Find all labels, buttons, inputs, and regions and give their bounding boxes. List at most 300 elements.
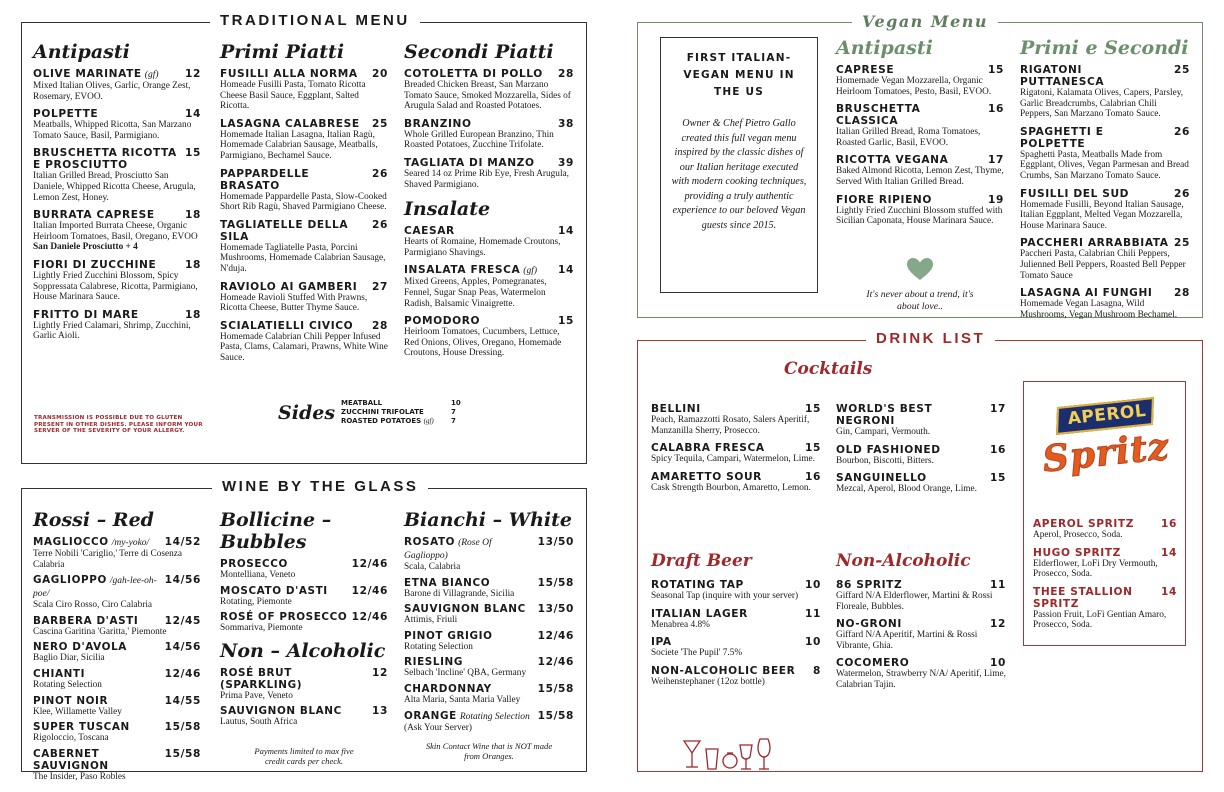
menu-item [1020, 188, 1190, 232]
item-description: Terre Nobili 'Cariglio,' Terre di Cosenza Calabria [33, 549, 183, 570]
item-price: 18 [185, 308, 201, 321]
item-price: 8 [813, 664, 821, 677]
item-name-row [33, 721, 201, 733]
item-name-row [651, 579, 821, 591]
item-name: ROSATO [404, 536, 456, 548]
item-name-row [836, 194, 1004, 206]
item-name: PROSECCO [220, 558, 288, 570]
vegan-title: Vegan Menu [852, 12, 998, 31]
item-price: 10 [805, 579, 821, 591]
item-price: 12 [185, 68, 201, 80]
item-name-row [220, 281, 388, 293]
wine-bianchi-list [404, 536, 574, 733]
item-price: 25 [1174, 237, 1190, 250]
item-name: GAGLIOPPO [33, 574, 107, 587]
item-name-row [651, 665, 821, 677]
item-name-row [404, 68, 574, 80]
spritz-list [1033, 518, 1177, 631]
menu-item [33, 309, 201, 342]
item-price: 14 [558, 225, 574, 238]
item-name: HUGO SPRITZ [1033, 546, 1121, 559]
wine-bianchi-heading: Bianchi – White [404, 509, 572, 531]
aperol-logo-bottom: Spritz [1040, 425, 1171, 481]
menu-item [651, 636, 821, 659]
item-name-row [220, 168, 388, 192]
item-name-row [404, 630, 574, 642]
item-name-row [836, 444, 1006, 456]
item-price: 12 [372, 666, 388, 679]
menu-item [404, 68, 574, 112]
item-description: Montelliana, Veneto [220, 570, 296, 580]
item-name-row [1033, 586, 1177, 610]
item-name-row [220, 118, 388, 130]
item-name: ITALIAN LAGER [651, 607, 748, 620]
vegan-antipasti-heading: Antipasti [836, 37, 933, 59]
menu-item [836, 194, 1004, 227]
item-name-row [1033, 547, 1177, 559]
item-name: CAESAR [404, 225, 455, 238]
traditional-menu-panel [21, 12, 587, 464]
item-price: 14 [1161, 546, 1177, 559]
item-price: 14 [185, 108, 201, 121]
wine-nonalc-heading: Non – Alcoholic [220, 639, 386, 662]
item-name: PAPPARDELLE BRASATO [220, 167, 310, 192]
item-tag: (gf) [523, 266, 538, 277]
item-description: Gin, Campari, Vermouth. [836, 427, 931, 437]
menu-item [33, 695, 201, 718]
item-price: 17 [990, 403, 1006, 415]
item-description: Menabrea 4.8% [651, 619, 710, 630]
item-description: Heirloom Tomatoes, Cucumbers, Lettuce, Red Onions, Olives, Oregano, Homemade Croutons, House Dressing. [404, 327, 562, 359]
item-name-row [651, 471, 821, 483]
heart-icon [906, 257, 934, 281]
non-alcoholic-heading: Non-Alcoholic [836, 551, 971, 571]
menu-item [404, 603, 574, 626]
item-price: 12/46 [164, 667, 201, 680]
menu-item [1020, 126, 1190, 182]
item-name-row [404, 683, 574, 695]
menu-item [404, 710, 574, 734]
menu-item [651, 471, 821, 494]
item-price: 18 [185, 258, 201, 271]
item-name-row [404, 264, 574, 277]
item-price: 11 [990, 579, 1006, 591]
item-name: FIORE RIPIENO [836, 193, 932, 206]
item-description: Rotating Selection [33, 679, 102, 690]
item-price: 15/58 [164, 747, 201, 760]
item-description: Mezcal, Aperol, Blood Orange, Lime. [836, 484, 977, 495]
item-name: RIGATONI PUTTANESCA [1020, 64, 1105, 88]
item-name-row [651, 636, 821, 648]
item-name-row [33, 147, 201, 171]
item-name: BRANZINO [404, 117, 472, 130]
item-name: WORLD'S BEST NEGRONI [836, 403, 933, 427]
item-price: 20 [372, 68, 388, 80]
menu-item [836, 64, 1004, 97]
trad-secondi-list [404, 68, 574, 190]
menu-item [33, 668, 201, 691]
item-name: ROSÉ OF PROSECCO [220, 611, 348, 624]
item-name-row [220, 667, 388, 691]
item-name: PACCHERI ARRABBIATA [1020, 237, 1169, 250]
item-description: Whole Grilled European Branzino, Thin Roasted Potatoes, Zucchine Trifolate. [404, 129, 554, 151]
item-description: Homemade Vegan Lasagna, Wild Mushrooms, Vegan Mushroom Bechamel. [1020, 299, 1178, 320]
item-description: Elderflower, LoFi Dry Vermouth, Prosecco, Soda. [1033, 558, 1158, 580]
payment-note: Payments limited to max five credit cards per check. [254, 745, 354, 766]
item-price: 26 [372, 167, 388, 180]
trad-secondi-column [404, 41, 574, 365]
menu-item [220, 611, 388, 634]
beer-column [651, 551, 821, 693]
item-price: 39 [558, 156, 574, 169]
menu-item [33, 536, 201, 570]
vegan-primi-heading: Primi e Secondi [1020, 37, 1189, 59]
item-name-row [33, 641, 201, 653]
cocktails-heading: Cocktails [784, 359, 873, 379]
aperol-box [1023, 381, 1186, 646]
item-description: Lightly Fried Zucchini Blossom stuffed with Sicilian Caponata, House Marinara Sauce. [836, 205, 1003, 227]
drink-title: DRINK LIST [866, 330, 995, 347]
item-price: 12/46 [351, 558, 388, 570]
menu-item [220, 558, 388, 581]
menu-item [33, 209, 201, 253]
item-extra: San Daniele Prosciutto + 4 [33, 242, 138, 253]
item-price: 14/52 [164, 536, 201, 548]
menu-item [836, 103, 1004, 148]
item-description: Attimis, Friuli [404, 615, 458, 626]
item-name-row [1020, 64, 1190, 88]
item-name-row [33, 259, 201, 271]
item-name: INSALATA FRESCA [404, 264, 521, 277]
item-price: 12/46 [351, 584, 388, 597]
item-name-row [836, 618, 1006, 630]
item-price: 11 [805, 607, 821, 620]
item-description: Homemade Pappardelle Pasta, Slow-Cooked Short Rib Ragù, Shaved Parmigiano Cheese. [220, 191, 387, 213]
cocktails-right-column [836, 403, 1006, 501]
vegan-panel [637, 12, 1203, 320]
item-tag: /my-yoko/ [111, 538, 150, 548]
item-description: Hearts of Romaine, Homemade Croutons, Parmigiano Shavings. [404, 237, 561, 258]
item-description: Mixed Italian Olives, Garlic, Orange Zest, Rosemary, EVOO. [33, 81, 191, 102]
item-description: Italian Grilled Bread, Roma Tomatoes, Roasted Garlic, Basil, EVOO. [836, 127, 981, 148]
item-name: LASAGNA AI FUNGHI [1020, 287, 1153, 300]
item-tag: Rotating Selection [459, 711, 530, 722]
item-description: Homemade Calabrian Chili Pepper Infused Pasta, Clams, Calamari, Prawns, White Wine Sauce. [220, 331, 388, 363]
vegan-antipasti-column [836, 37, 1004, 314]
item-name-row [836, 403, 1006, 427]
trad-primi-column [220, 41, 388, 370]
skin-contact-note: Skin Contact Wine that is NOT made from Oranges. [425, 741, 553, 762]
item-description: Homeade Ravioli Stuffed With Prawns, Ricotta Cheese, Butter Thyme Sauce. [220, 292, 368, 314]
menu-item [220, 68, 388, 112]
item-name-row [836, 103, 1004, 127]
aperol-list-column [1033, 518, 1177, 637]
menu-item [836, 472, 1006, 495]
item-description: Barone di Villagrande, Sicilia [404, 588, 515, 599]
menu-item [33, 108, 201, 141]
menu-item [220, 281, 388, 314]
menu-item [404, 683, 574, 706]
item-description: Cask Strength Bourbon, Amaretto, Lemon. [651, 482, 811, 493]
trad-primi-list [220, 68, 388, 364]
item-description: Lightly Fried Calamari, Shrimp, Zucchini, Garlic Aioli. [33, 320, 191, 342]
item-description: Breaded Chicken Breast, San Marzano Tomato Sauce, Smoked Mozzarella, Sides of Arugula Salad and Roasted Potatoes. [404, 80, 571, 112]
item-description: Rigatoni, Kalamata Olives, Capers, Parsley, Garlic Breadcrumbs, Calabrian Chili Peppers, San Marzano Tomato Sauce. [1020, 88, 1184, 120]
item-description: Klee, Willamette Valley [33, 706, 122, 717]
item-name: SAUVIGNON BLANC [404, 603, 526, 616]
item-name-row [33, 68, 201, 81]
item-name-row [651, 442, 821, 454]
menu-item [404, 630, 574, 653]
item-price: 25 [1174, 64, 1190, 76]
item-name-row [651, 403, 821, 415]
item-name: BELLINI [651, 403, 701, 415]
item-price: 15/58 [537, 709, 574, 722]
item-price: 38 [558, 117, 574, 130]
item-name-row [404, 315, 574, 327]
item-price: 19 [988, 193, 1004, 206]
menu-item [836, 579, 1006, 612]
sides-heading: Sides [278, 401, 336, 424]
item-description: Cascina Garitina 'Garitta,' Piemonte [33, 626, 167, 637]
item-price: 12 [990, 618, 1006, 631]
item-name: OLIVE MARINATE [33, 68, 142, 80]
menu-item [651, 579, 821, 602]
item-name-row [1020, 188, 1190, 200]
item-price: 26 [1174, 125, 1190, 138]
menu-item [220, 705, 388, 728]
first-vegan-box [660, 37, 818, 293]
item-name: BRUSCHETTA CLASSICA [836, 103, 921, 128]
item-description: Sommariva, Piemonte [220, 623, 303, 634]
beer-list [651, 579, 821, 687]
item-name-row [404, 710, 574, 723]
item-price: 14 [1161, 585, 1177, 598]
item-name: BARBERA D'ASTI [33, 614, 139, 627]
menu-item [836, 618, 1006, 651]
item-description: The Insider, Paso Robles [33, 771, 126, 782]
vegan-primi-list [1020, 64, 1190, 320]
menu-item [651, 403, 821, 436]
item-name: CHARDONNAY [404, 682, 492, 695]
side-item: ZUCCHINI TRIFOLATE 7 [341, 408, 456, 416]
menu-item [404, 656, 574, 679]
wine-title: WINE BY THE GLASS [212, 478, 428, 495]
item-description: Lightly Fried Zucchini Blossom, Spicy Soppressata Calabrese, Ricotta, Parmigiano, House Marinara Sauce. [33, 270, 198, 303]
menu-item [651, 665, 821, 688]
menu-item [220, 585, 388, 608]
menu-item [404, 264, 574, 309]
item-description: Peach, Ramazzotti Rosato, Salers Aperitif, Manzanilla Sherry, Prosecco. [651, 415, 810, 436]
cocktail-glasses-icon [680, 735, 780, 775]
first-vegan-heading: FIRST ITALIAN-VEGAN MENU IN THE US [683, 52, 795, 98]
item-name-row [33, 695, 201, 707]
menu-item [1033, 586, 1177, 631]
item-price: 13 [372, 705, 388, 718]
side-item: MEATBALL 10 [341, 399, 461, 407]
item-name: APEROL SPRITZ [1033, 518, 1135, 530]
menu-item [220, 219, 388, 275]
item-name-row [33, 748, 201, 772]
trad-secondi-heading: Secondi Piatti [404, 41, 554, 63]
trad-primi-heading: Primi Piatti [220, 41, 345, 63]
trad-antipasti-column [33, 41, 201, 348]
item-name: RAVIOLO AI GAMBERI [220, 280, 358, 293]
trad-insalate-heading: Insalate [404, 198, 491, 221]
item-description: Watermelon, Strawberry N/A/ Aperitif, Lime, Calabrian Tajin. [836, 669, 1006, 690]
item-name: SAUVIGNON BLANC [220, 705, 342, 718]
item-name: BURRATA CAPRESE [33, 209, 155, 222]
item-description: Giffard N/A Elderflower, Martini & Rossi Floreale, Bubbles. [836, 591, 993, 612]
item-price: 25 [372, 117, 388, 130]
item-price: 15/58 [164, 721, 201, 734]
first-vegan-text: Owner & Chef Pietro Gallo created this full vegan menu inspired by the classic dishes of our Italian heritage executed with modern cooking techniques, providing a truly authentic experience to our beloved Vegan guests since 2015. [671, 118, 807, 231]
item-price: 14/55 [164, 694, 201, 707]
menu-item [33, 615, 201, 638]
wine-nonalc-list [220, 667, 388, 728]
sides-list [341, 399, 461, 426]
item-description: Aperol, Prosecco, Soda. [1033, 530, 1123, 540]
item-name: AMARETTO SOUR [651, 470, 762, 483]
item-name-row [404, 157, 574, 169]
item-description: (Ask Your Server) [404, 722, 472, 733]
item-name: SCIALATIELLI CIVICO [220, 319, 354, 332]
item-name: NON-ALCOHOLIC BEER [651, 664, 796, 677]
sides-section [278, 399, 461, 426]
item-price: 15/58 [537, 576, 574, 589]
item-price: 13/50 [537, 536, 574, 548]
item-name-row [33, 536, 201, 549]
item-description: Paccheri Pasta, Calabrian Chili Peppers, Julienned Bell Peppers, Roasted Bell Pepper Tomato Sauce [1020, 249, 1186, 281]
item-price: 12/46 [537, 629, 574, 642]
item-name-row [33, 209, 201, 221]
menu-item [404, 225, 574, 258]
menu-item [651, 608, 821, 631]
item-name: CALABRA FRESCA [651, 442, 765, 455]
menu-item [220, 168, 388, 213]
item-name: IPA [651, 636, 672, 649]
item-tag: (Rose Of Gaglioppo) [404, 538, 492, 561]
item-name: THEE STALLION SPRITZ [1033, 585, 1133, 610]
trad-insalate-list [404, 225, 574, 359]
item-name: ROTATING TAP [651, 579, 744, 591]
item-price: 27 [372, 280, 388, 293]
item-name: ROSÉ BRUT (SPARKLING) [220, 666, 303, 691]
draft-beer-heading: Draft Beer [651, 551, 752, 571]
item-name-row [220, 585, 388, 597]
menu-item [1020, 64, 1190, 120]
item-name: TAGLIATA DI MANZO [404, 156, 535, 169]
menu-item [836, 657, 1006, 690]
item-name: FUSILLI DEL SUD [1020, 187, 1130, 200]
menu-item [33, 259, 201, 303]
item-price: 28 [1174, 287, 1190, 300]
item-name-row [836, 579, 1006, 591]
item-price: 12/45 [164, 614, 201, 627]
item-description: Rigoloccio, Toscana [33, 733, 109, 744]
item-name: SUPER TUSCAN [33, 721, 130, 734]
wine-bollicine-column [220, 509, 388, 766]
item-name-row [33, 615, 201, 627]
item-name-row [404, 577, 574, 589]
item-name: FRITTO DI MARE [33, 308, 139, 321]
menu-item [836, 154, 1004, 187]
item-description: Rotating Selection [404, 641, 473, 652]
item-description: Homemade Fusilli, Beyond Italian Sausage, Italian Eggplant, Melted Vegan Mozzarella, House Marinara Sauce. [1020, 199, 1184, 231]
wine-bianchi-column [404, 509, 574, 761]
item-name-row [33, 108, 201, 120]
side-item: ROASTED POTATOES (gf) 7 [341, 417, 456, 425]
item-description: Spicy Tequila, Campari, Watermelon, Lime. [651, 454, 816, 465]
item-description: Selbach 'Incline' QBA, Germany [404, 668, 527, 679]
item-name: CABERNET SAUVIGNON [33, 747, 109, 772]
item-name: POMODORO [404, 315, 481, 328]
item-price: 15 [988, 64, 1004, 76]
item-price: 16 [1161, 518, 1177, 530]
item-price: 13/50 [537, 603, 574, 616]
item-name: LASAGNA CALABRESE [220, 117, 360, 130]
item-name-row [33, 574, 201, 600]
menu-item [836, 444, 1006, 467]
item-description: Societe 'The Pupil' 7.5% [651, 648, 743, 659]
item-description: Giffard N/A Aperitif, Martini & Rossi Vibrante, Ghia. [836, 630, 978, 651]
item-name-row [404, 603, 574, 615]
item-name-row [33, 668, 201, 680]
wine-panel [21, 478, 587, 782]
item-price: 16 [990, 443, 1006, 456]
item-name-row [651, 608, 821, 620]
item-price: 15 [805, 403, 821, 415]
item-name-row [1033, 518, 1177, 530]
aperol-logo-top: APEROL [1066, 400, 1147, 430]
item-name: COTOLETTA DI POLLO [404, 68, 543, 80]
wine-rossi-heading: Rossi – Red [33, 509, 154, 531]
menu-item [404, 577, 574, 600]
item-name: ORANGE [404, 709, 457, 722]
item-description: Homemade Vegan Mozzarella, Organic Heirloom Tomatoes, Pesto, Basil, EVOO. [836, 76, 992, 97]
menu-item [220, 667, 388, 702]
item-price: 28 [558, 68, 574, 80]
item-description: Seared 14 oz Prime Rib Eye, Fresh Arugula, Shaved Parmigiano. [404, 168, 569, 190]
menu-item [404, 118, 574, 151]
item-name: FUSILLI ALLA NORMA [220, 68, 358, 80]
item-name-row [1020, 237, 1190, 249]
vegan-primi-column [1020, 37, 1190, 326]
item-price: 14 [558, 264, 574, 277]
trad-antipasti-heading: Antipasti [33, 41, 130, 63]
menu-item [33, 147, 201, 203]
item-name-row [404, 118, 574, 130]
menu-item [836, 403, 1006, 438]
item-name: SANGUINELLO [836, 472, 927, 485]
item-description: Homemade Italian Lasagna, Italian Ragù, Homemade Calabrian Sausage, Meatballs, Parmigiano, Bechamel Sauce. [220, 129, 378, 161]
love-note: It's never about a trend, it's about love.. [866, 288, 974, 313]
item-description: Scala, Calabria [404, 562, 461, 572]
item-description: Seasonal Tap (inquire with your server) [651, 591, 799, 601]
item-description: Meatballs, Whipped Ricotta, San Marzano Tomato Sauce, Basil, Parmigiano. [33, 120, 192, 141]
menu-item [404, 315, 574, 359]
item-price: 15/58 [537, 682, 574, 695]
item-name: RIESLING [404, 656, 463, 669]
item-description: Italian Grilled Bread, Prosciutto San Daniele, Whipped Ricotta Cheese, Arugula, Lemon Zest, Honey. [33, 171, 196, 203]
menu-item [33, 721, 201, 744]
item-name: CAPRESE [836, 64, 895, 76]
item-price: 10 [805, 636, 821, 649]
menu-item [220, 320, 388, 364]
vegan-antipasti-list [836, 64, 1004, 227]
item-description: Weihenstephaner (12oz bottle) [651, 676, 765, 687]
item-name-row [836, 64, 1004, 76]
